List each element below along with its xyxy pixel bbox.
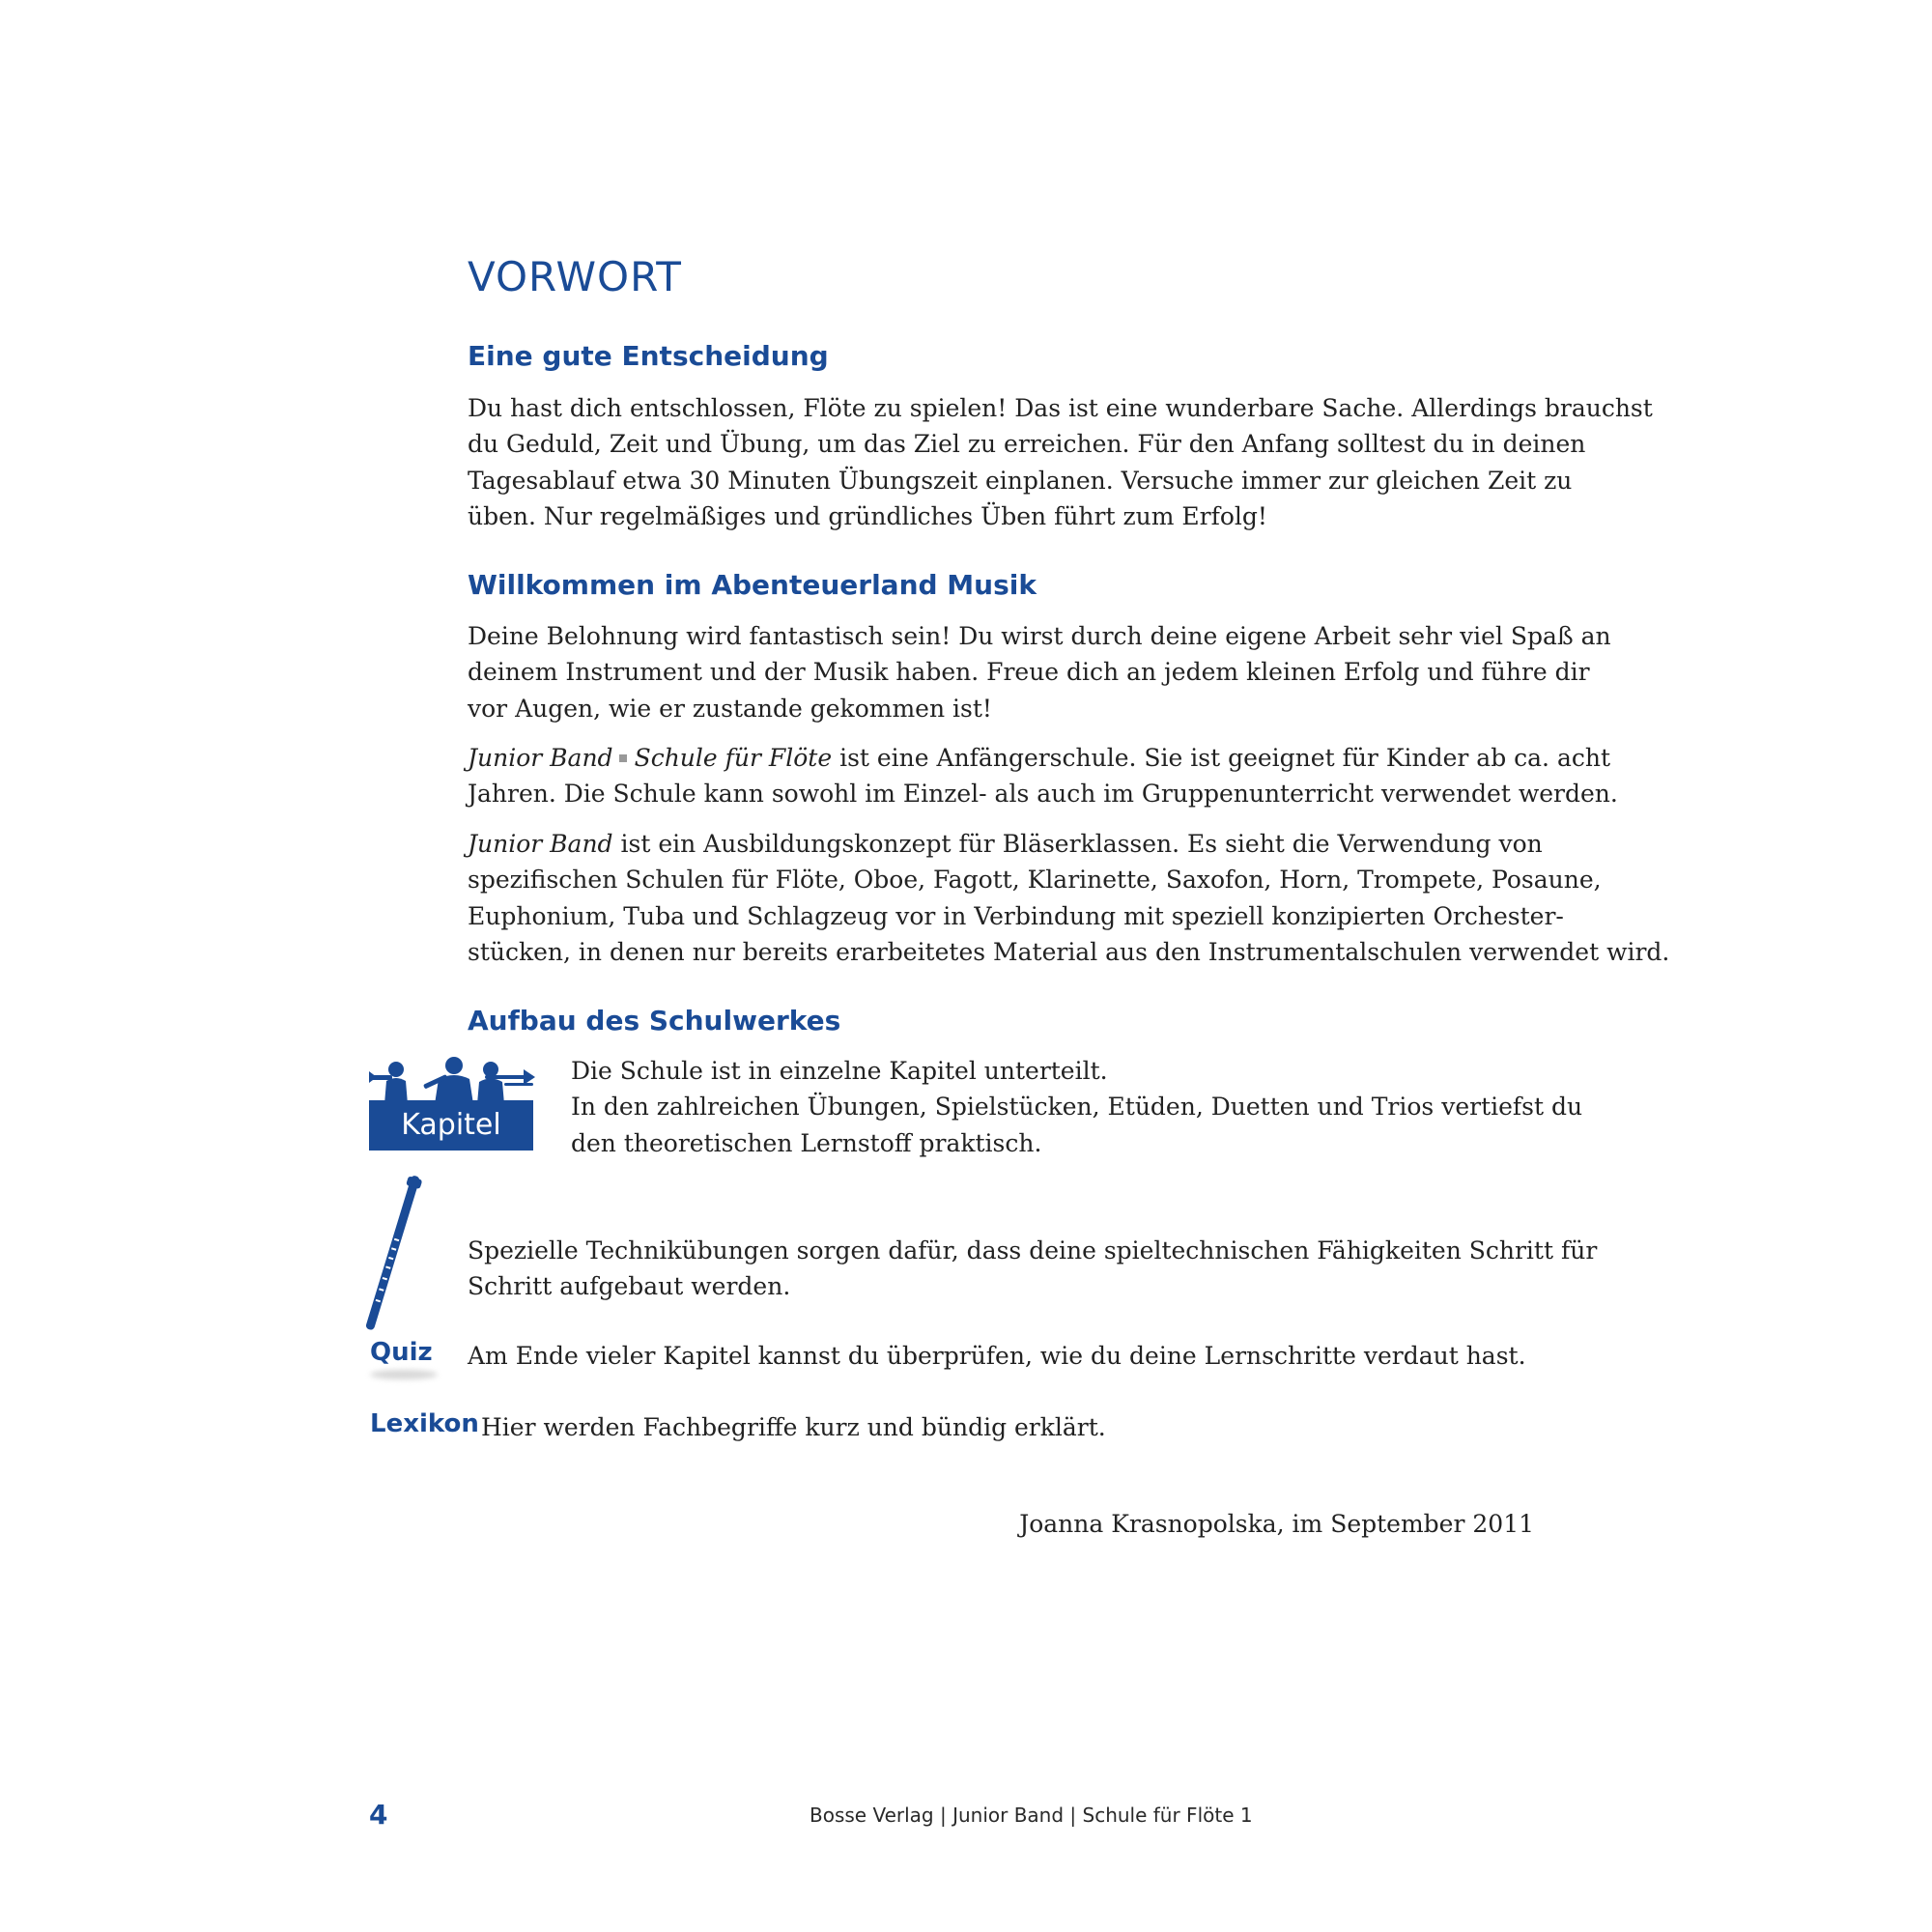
separator-square (619, 754, 627, 762)
footer-publication: Bosse Verlag | Junior Band | Schule für Flöte 1 (810, 1804, 1253, 1827)
text-line: Hier werden Fachbegriffe kurz und bündig erklärt. (481, 1413, 1106, 1441)
kapitel-badge-label: Kapitel (401, 1108, 501, 1142)
paragraph-ausbildungskonzept (468, 826, 1670, 970)
text-line (468, 740, 1610, 776)
italic-title: Junior Band (468, 744, 613, 772)
kapitel-musicians-icon (369, 1056, 535, 1152)
text-line: vor Augen, wie er zustande gekommen ist! (468, 694, 992, 723)
text-line: Die Schule ist in einzelne Kapitel unterteilt. (571, 1057, 1108, 1085)
text-line: üben. Nur regelmäßiges und gründliches Üben führt zum Erfolg! (468, 501, 1267, 530)
page-title: VORWORT (468, 253, 682, 300)
section-heading-abenteuerland: Willkommen im Abenteuerland Musik (468, 569, 1037, 601)
text-line: Spezielle Technikübungen sorgen dafür, dass deine spieltechnischen Fähigkeiten Schritt für (468, 1236, 1598, 1264)
text-line: deinem Instrument und der Musik haben. Freue dich an jedem kleinen Erfolg und führe dir (468, 658, 1590, 687)
section-heading-entscheidung: Eine gute Entscheidung (468, 340, 829, 372)
paragraph-entscheidung (468, 390, 1653, 534)
text-line: Tagesablauf etwa 30 Minuten Übungszeit einplanen. Versuche immer zur gleichen Zeit zu (468, 466, 1573, 495)
text-line: spezifischen Schulen für Flöte, Oboe, Fagott, Klarinette, Saxofon, Horn, Trompete, Posaune, (468, 866, 1602, 895)
section-heading-aufbau: Aufbau des Schulwerkes (468, 1005, 841, 1037)
text-line: Schritt aufgebaut werden. (468, 1272, 791, 1301)
text-line: Du hast dich entschlossen, Flöte zu spielen! Das ist eine wunderbare Sache. Allerdings brauchst (468, 394, 1653, 422)
paragraph-belohnung (468, 618, 1611, 726)
italic-title: Schule für Flöte (634, 744, 833, 772)
page-number: 4 (369, 1799, 388, 1831)
text-span: ist eine Anfängerschule. Sie ist geeignet für Kinder ab ca. acht (832, 744, 1610, 772)
paragraph-anfaengerschule (468, 740, 1618, 812)
text-span: ist ein Ausbildungskonzept für Bläserklassen. Es sieht die Verwendung von (612, 830, 1543, 858)
text-line (468, 826, 1559, 862)
text-line: In den zahlreichen Übungen, Spielstücken, Etüden, Duetten und Trios vertiefst du (571, 1093, 1583, 1122)
signature: Joanna Krasnopolska, im September 2011 (1019, 1510, 1534, 1538)
musicians-silhouette (369, 1056, 535, 1104)
text-line: Jahren. Die Schule kann sowohl im Einzel- als auch im Gruppenunterricht verwendet werden. (468, 780, 1618, 809)
text-line: den theoretischen Lernstoff praktisch. (571, 1128, 1042, 1157)
paragraph-lexikon (481, 1409, 1544, 1445)
text-line: Euphonium, Tuba und Schlagzeug vor in Verbindung mit speziell konzipierten Orchester- (468, 901, 1564, 930)
italic-title: Junior Band (468, 830, 613, 858)
text-line: Deine Belohnung wird fantastisch sein! Du wirst durch deine eigene Arbeit sehr viel Spaß an (468, 622, 1611, 650)
flute-icon (359, 1171, 427, 1335)
paragraph-kapitel (571, 1053, 1583, 1161)
paragraph-quiz (468, 1338, 1559, 1374)
lexikon-label: Lexikon (370, 1409, 479, 1438)
paragraph-technik (468, 1233, 1598, 1305)
text-line: Am Ende vieler Kapitel kannst du überprüfen, wie du deine Lernschritte verdaut hast. (468, 1342, 1526, 1370)
quiz-label: Quiz (370, 1338, 433, 1367)
text-line: stücken, in denen nur bereits erarbeitetes Material aus den Instrumentalschulen verwendet wird. (468, 937, 1670, 966)
quiz-label-shadow (370, 1370, 438, 1379)
text-line: du Geduld, Zeit und Übung, um das Ziel zu erreichen. Für den Anfang solltest du in deinen (468, 430, 1586, 459)
